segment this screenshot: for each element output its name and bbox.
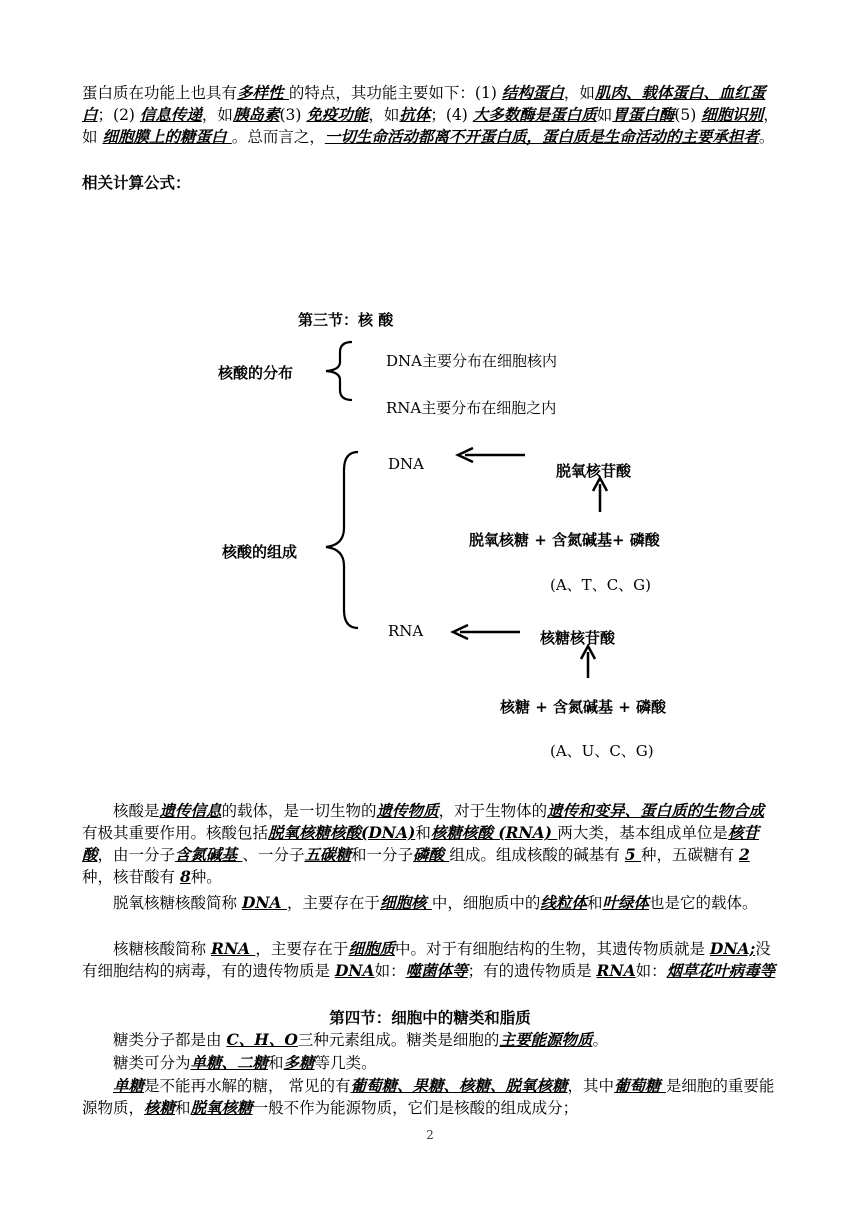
ribo-nucleotide: 核糖核苷酸	[540, 629, 616, 647]
text: 和	[415, 824, 431, 842]
text: 种，五碳糖有	[641, 846, 739, 864]
sugar-types-paragraph	[82, 1052, 782, 1074]
text: ，由一分子	[97, 846, 176, 864]
emphasis: 单糖	[113, 1076, 145, 1095]
text: 的载体，是一切生物的	[221, 802, 377, 820]
emphasis: 遗传和变异、蛋白质的生物合成	[547, 801, 765, 820]
text: ，主要存在于	[255, 940, 349, 958]
dna-bases: (A、T、C、G)	[550, 576, 652, 594]
emphasis: 脱氧核糖	[190, 1098, 253, 1117]
rna-bases: (A、U、C、G)	[550, 742, 654, 760]
text: 是细胞的重要能源物质，	[82, 1077, 775, 1117]
emphasis: 线粒体	[540, 893, 587, 912]
emphasis: 细胞质	[348, 939, 395, 958]
text: 。总而言之，	[231, 128, 325, 146]
text: 有极其重要作用。核酸包括	[82, 824, 269, 842]
sugar-elements-paragraph	[82, 1029, 782, 1051]
emphasis: 肌肉、载体蛋白、血红蛋白	[82, 83, 766, 124]
text: 如：	[374, 962, 406, 980]
section4-title: 第四节：细胞中的糖类和脂质	[329, 1008, 531, 1027]
text: ；有的遗传物质是	[467, 962, 597, 980]
composition-brace	[326, 452, 358, 628]
dna-label: DNA	[388, 455, 424, 473]
text: ，如	[201, 106, 233, 124]
text: ，其中	[567, 1077, 614, 1095]
emphasis: 烟草花叶病毒等	[666, 961, 776, 980]
emphasis: 单糖、二糖	[190, 1053, 269, 1072]
dna-distribution: DNA主要分布在细胞核内	[386, 352, 557, 370]
text: 种。	[190, 868, 222, 886]
text: 一般不作为能源物质，它们是核酸的组成成分；	[252, 1099, 579, 1117]
emphasis: 免疫功能	[306, 105, 369, 124]
text: 核酸是	[113, 802, 160, 820]
text: ，对于生物体的	[438, 802, 548, 820]
text: 和	[586, 894, 603, 912]
text: 、一分子	[242, 846, 305, 864]
emphasis: 叶绿体	[602, 893, 649, 912]
text: 糖类分子都是由	[113, 1031, 227, 1049]
text: 等几类。	[314, 1054, 377, 1072]
monosaccharide-paragraph	[82, 1075, 782, 1119]
emphasis: 信息传递	[139, 105, 202, 124]
section3-title: 第三节：核 酸	[298, 311, 394, 329]
text: 中。对于有细胞结构的生物，其遗传物质就是	[394, 940, 710, 958]
emphasis: 核糖	[144, 1098, 176, 1117]
rna-label: RNA	[388, 622, 424, 640]
emphasis: DNA	[334, 961, 375, 980]
emphasis: DNA	[241, 893, 287, 912]
text: 。	[758, 128, 775, 146]
text: 是不能再水解的糖， 常见的有	[144, 1077, 351, 1095]
text: (3)	[279, 106, 307, 124]
emphasis: 2	[738, 845, 750, 864]
text: 和一分子	[350, 846, 413, 864]
distribution-label: 核酸的分布	[218, 364, 294, 382]
emphasis: 细胞识别	[701, 105, 764, 124]
emphasis: 葡萄糖	[613, 1076, 666, 1095]
emphasis: 细胞核	[380, 893, 432, 912]
emphasis: 大多数酶是蛋白质	[472, 105, 597, 124]
composition-label: 核酸的组成	[222, 543, 298, 561]
text: 如：	[635, 962, 667, 980]
emphasis: 多糖	[283, 1053, 315, 1072]
emphasis: 脱氧核糖核酸(DNA)	[268, 823, 416, 842]
text: ，如	[563, 84, 595, 102]
rna-paragraph	[82, 938, 782, 982]
text: 种，核苷酸有	[82, 868, 180, 886]
emphasis: RNA	[596, 961, 636, 980]
emphasis: 抗体	[399, 105, 431, 124]
text: ，如	[82, 106, 779, 146]
text: 糖类可分为	[113, 1054, 191, 1072]
emphasis: 噬菌体等	[405, 961, 468, 980]
text: 和	[268, 1054, 284, 1072]
formula-heading: 相关计算公式：	[82, 173, 191, 192]
emphasis: RNA	[210, 939, 256, 958]
text: 核糖核酸简称	[113, 940, 211, 958]
text: 三种元素组成。糖类是细胞的	[297, 1031, 500, 1049]
text: ；(2)	[97, 106, 140, 124]
text: ，如	[368, 106, 400, 124]
text: 中，细胞质中的	[431, 894, 541, 912]
text: 脱氧核糖核酸简称	[113, 894, 242, 912]
dna-paragraph	[82, 892, 782, 914]
text: (5)	[674, 106, 702, 124]
emphasis: 含氮碱基	[175, 845, 243, 864]
emphasis: DNA;	[709, 939, 756, 958]
emphasis: 核糖核酸 (RNA)	[430, 823, 558, 842]
emphasis: 胃蛋白酶	[612, 105, 675, 124]
text: 也是它的载体。	[648, 894, 758, 912]
emphasis: 磷酸	[412, 845, 450, 864]
emphasis: 主要能源物质	[499, 1030, 593, 1049]
text: 蛋白质在功能上也具有	[82, 84, 238, 102]
emphasis: 核苷酸	[82, 823, 759, 864]
emphasis: 8	[179, 867, 191, 886]
text: 两大类，基本组成单位是	[557, 824, 728, 842]
text: ，主要存在于	[286, 894, 380, 912]
text: 如	[596, 106, 613, 124]
text: 和	[175, 1099, 191, 1117]
text: 组成。组成核酸的碱基有	[449, 846, 625, 864]
emphasis: 五碳糖	[304, 845, 351, 864]
distribution-brace	[326, 342, 352, 400]
nucleic-acid-paragraph	[82, 800, 782, 888]
emphasis: 一切生命活动都离不开蛋白质，蛋白质是生命活动的主要承担者	[324, 127, 759, 146]
emphasis: 胰岛素	[232, 105, 280, 124]
deoxy-nucleotide: 脱氧核苷酸	[556, 462, 632, 480]
emphasis: 5	[624, 845, 642, 864]
emphasis: 葡萄糖、果糖、核糖、脱氧核糖	[350, 1076, 568, 1095]
text: 。	[592, 1031, 608, 1049]
text: 的特点，其功能主要如下：(1)	[288, 84, 502, 102]
text: ；(4)	[430, 106, 473, 124]
page-number: 2	[426, 1128, 434, 1142]
deoxy-components: 脱氧核糖 + 含氮碱基+ 磷酸	[469, 531, 660, 549]
rna-distribution: RNA主要分布在细胞之内	[386, 399, 557, 417]
emphasis: 结构蛋白	[501, 83, 564, 102]
emphasis: 遗传物质	[376, 801, 439, 820]
text: 没有细胞结构的病毒，有的遗传物质是	[82, 940, 771, 980]
emphasis: C、H、O	[226, 1030, 298, 1049]
emphasis: 遗传信息	[159, 801, 222, 820]
ribo-components: 核糖 + 含氮碱基 + 磷酸	[500, 698, 667, 716]
emphasis: 多样性	[237, 83, 289, 102]
emphasis: 细胞膜上的糖蛋白	[102, 127, 232, 146]
